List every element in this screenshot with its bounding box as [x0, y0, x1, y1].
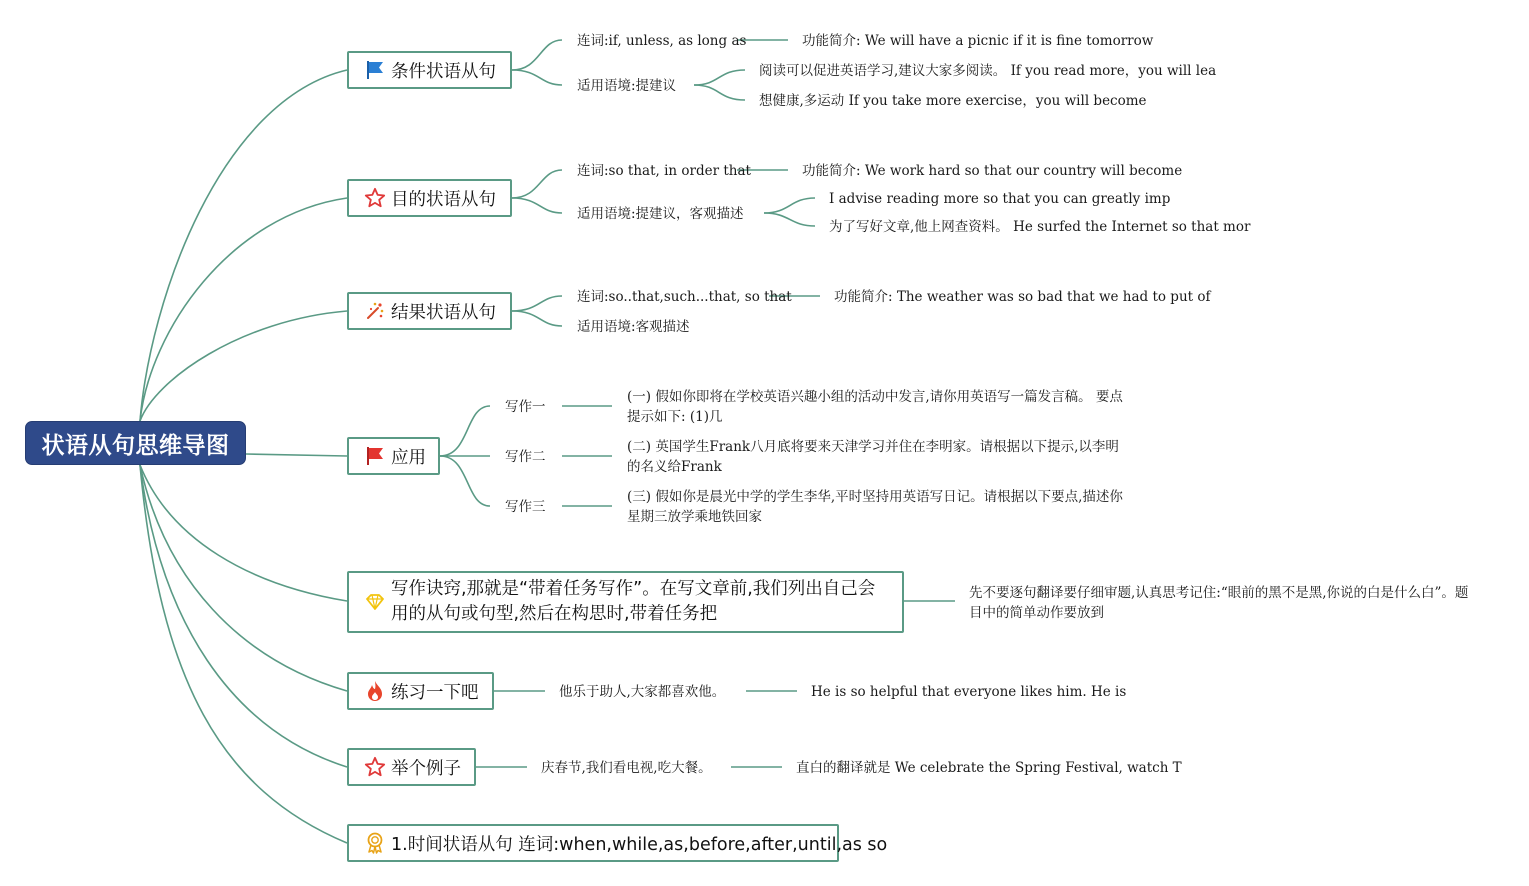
condition-connectives: 连词:if, unless, as long as [577, 33, 747, 49]
condition-function: 功能简介: We will have a picnic if it is fine tomorrow [802, 33, 1154, 49]
branch-writing-tips[interactable] [347, 571, 904, 633]
condition-example-2: 想健康,多运动 If you take more exercise，you will become [759, 93, 1147, 109]
branch-condition-clause[interactable] [347, 51, 512, 89]
branch-label: 目的状语从句 [391, 189, 496, 210]
red-star-icon [364, 756, 386, 778]
result-connectives: 连词:so..that,such...that, so that [577, 289, 792, 305]
writing-two-text: (二) 英国学生Frank八月底将要来天津学习并住在李明家。请根据以下提示,以李明的名义给Frank [627, 439, 1119, 475]
purpose-example-1: I advise reading more so that you can greatly imp [829, 191, 1171, 207]
branch-label: 举个例子 [391, 758, 461, 779]
red-star-icon [364, 187, 386, 209]
writing-one-text: (一) 假如你即将在学校英语兴趣小组的活动中发言,请你用英语写一篇发言稿。 要点提示如下: (1)几 [627, 389, 1123, 425]
purpose-example-2: 为了写好文章,他上网查资料。 He surfed the Internet so that mor [829, 219, 1251, 235]
sparkle-icon [364, 300, 386, 322]
tips-detail: 先不要逐句翻译要仔细审题,认真思考记住:“眼前的黑不是黑,你说的白是什么白”。题目中的简单动作要放到 [969, 585, 1469, 621]
fire-icon [364, 680, 386, 702]
branch-application[interactable] [347, 437, 440, 475]
practice-chinese: 他乐于助人,大家都喜欢他。 [559, 684, 726, 700]
branch-label: 练习一下吧 [391, 682, 479, 703]
writing-three-text: (三) 假如你是晨光中学的学生李华,平时坚持用英语写日记。请根据以下要点,描述你星期三放学乘地铁回家 [627, 489, 1123, 525]
writing-two-label: 写作二 [505, 449, 546, 465]
diamond-icon [364, 591, 386, 613]
purpose-usage: 适用语境:提建议，客观描述 [577, 206, 744, 222]
condition-example-1: 阅读可以促进英语学习,建议大家多阅读。 If you read more，you will lea [759, 63, 1217, 79]
branch-label: 条件状语从句 [391, 61, 496, 82]
branch-label: 应用 [391, 447, 426, 468]
red-flag-icon [364, 445, 386, 467]
branch-result-clause[interactable] [347, 292, 512, 330]
branch-time-clause[interactable] [347, 824, 888, 862]
writing-three-label: 写作三 [505, 499, 546, 515]
branch-label: 1.时间状语从句 连词:when,while,as,before,after,until,as so [391, 834, 888, 855]
practice-english: He is so helpful that everyone likes him. He is [811, 684, 1127, 700]
example-chinese: 庆春节,我们看电视,吃大餐。 [541, 760, 712, 776]
branch-purpose-clause[interactable] [347, 179, 512, 217]
purpose-connectives: 连词:so that, in order that [577, 163, 751, 179]
result-usage: 适用语境:客观描述 [577, 319, 690, 335]
example-english: 直白的翻译就是 We celebrate the Spring Festival, watch T [796, 760, 1182, 776]
branch-practice[interactable] [347, 672, 494, 710]
blue-flag-icon [364, 59, 386, 81]
branch-example[interactable] [347, 748, 476, 786]
branch-label: 写作诀窍,那就是“带着任务写作”。在写文章前,我们列出自己会用的从句或句型,然后在构思时,带着任务把 [391, 579, 876, 624]
award-icon [364, 832, 386, 854]
result-function: 功能简介: The weather was so bad that we had to put of [834, 289, 1211, 305]
root-topic[interactable]: 状语从句思维导图 [25, 421, 246, 465]
purpose-function: 功能简介: We work hard so that our country will become [802, 163, 1183, 179]
condition-usage: 适用语境:提建议 [577, 78, 677, 94]
writing-one-label: 写作一 [505, 399, 546, 415]
branch-label: 结果状语从句 [391, 302, 496, 323]
